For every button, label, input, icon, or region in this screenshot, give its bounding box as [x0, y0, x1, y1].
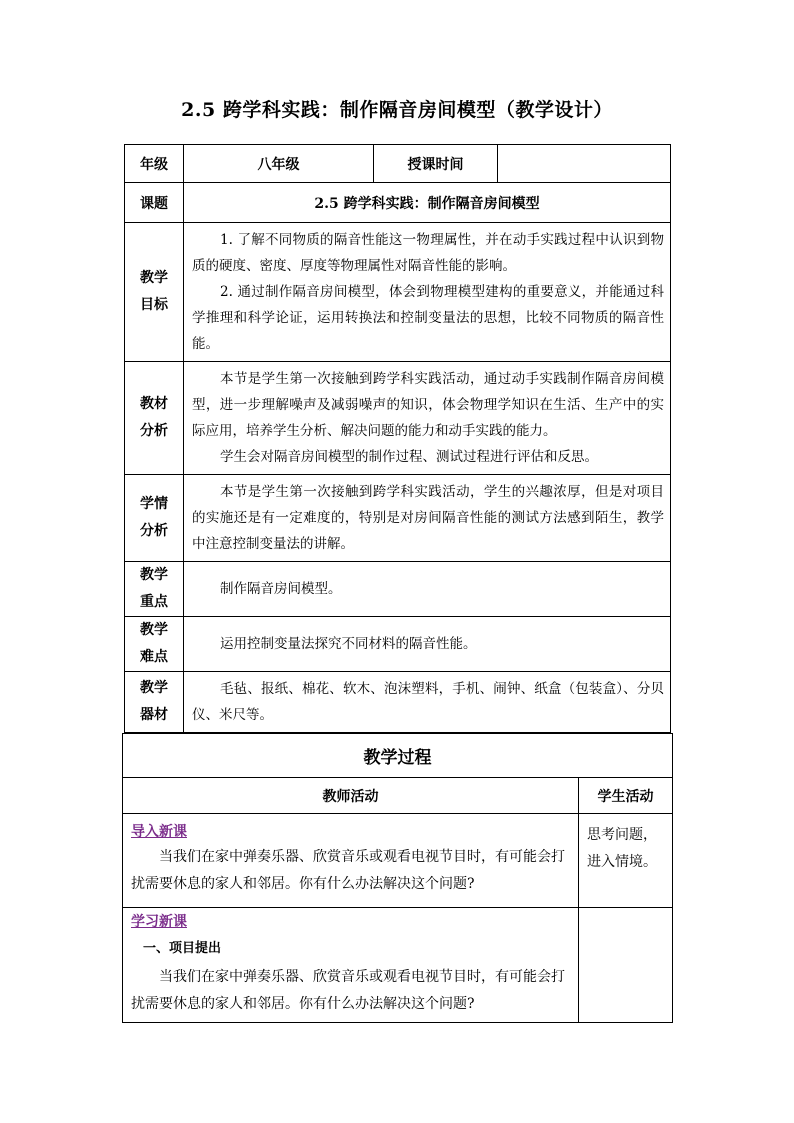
- intro-heading: 导入新课: [131, 824, 187, 840]
- equipment-label: 教学器材: [125, 672, 184, 733]
- process-title: 教学过程: [123, 734, 673, 778]
- grade-value: 八年级: [184, 145, 374, 183]
- key-point-content: 制作隔音房间模型。: [184, 562, 671, 617]
- intro-student-activity: 思考问题，进入情境。: [579, 814, 673, 908]
- time-value: [498, 145, 671, 183]
- equipment-content: 毛毡、报纸、棉花、软木、泡沫塑料，手机、闹钟、纸盒（包装盒）、分贝仪、米尺等。: [184, 672, 671, 733]
- student-activity-header: 学生活动: [579, 778, 673, 814]
- material-label: 教材分析: [125, 362, 184, 475]
- difficulty-content: 运用控制变量法探究不同材料的隔音性能。: [184, 617, 671, 672]
- lesson-info-table: [124, 144, 671, 733]
- goals-content: [184, 223, 671, 362]
- new-lesson-heading: 学习新课: [131, 914, 187, 930]
- time-label: 授课时间: [374, 145, 498, 183]
- topic-label: 课题: [125, 183, 184, 223]
- intro-text: 当我们在家中弹奏乐器、欣赏音乐或观看电视节目时，有可能会打扰需要休息的家人和邻居。你有什么办法解决这个问题?: [131, 849, 565, 892]
- goal-item: 1. 了解不同物质的隔音性能这一物理属性，并在动手实践过程中认识到物质的硬度、密度、厚度等物理属性对隔音性能的影响。: [192, 232, 664, 274]
- learner-label: 学情分析: [125, 475, 184, 562]
- project-subheading: 一、项目提出: [143, 941, 222, 956]
- difficulty-label: 教学难点: [125, 617, 184, 672]
- material-paragraph: 本节是学生第一次接触到跨学科实践活动，通过动手实践制作隔音房间模型，进一步理解噪声及减弱噪声的知识，体会物理学知识在生活、生产中的实际应用，培养学生分析、解决问题的能力和动手实践的能力。: [192, 371, 664, 439]
- new-lesson-student-activity: [579, 908, 673, 1023]
- key-point-label: 教学重点: [125, 562, 184, 617]
- teacher-activity-header: 教师活动: [123, 778, 579, 814]
- goals-label: 教学目标: [125, 223, 184, 362]
- document-title: 2.5 跨学科实践：制作隔音房间模型（教学设计）: [181, 99, 613, 121]
- material-paragraph: 学生会对隔音房间模型的制作过程、测试过程进行评估和反思。: [220, 449, 598, 465]
- new-lesson-section: [123, 908, 579, 1023]
- material-content: [184, 362, 671, 475]
- grade-label: 年级: [125, 145, 184, 183]
- goal-item: 2. 通过制作隔音房间模型，体会到物理模型建构的重要意义，并能通过科学推理和科学论证，运用转换法和控制变量法的思想，比较不同物质的隔音性能。: [192, 284, 664, 352]
- new-lesson-text: 当我们在家中弹奏乐器、欣赏音乐或观看电视节目时，有可能会打扰需要休息的家人和邻居。你有什么办法解决这个问题?: [131, 969, 565, 1012]
- topic-value: 2.5 跨学科实践：制作隔音房间模型: [184, 183, 671, 223]
- learner-content: 本节是学生第一次接触到跨学科实践活动，学生的兴趣浓厚，但是对项目的实施还是有一定难度的，特别是对房间隔音性能的测试方法感到陌生，教学中注意控制变量法的讲解。: [184, 475, 671, 562]
- teaching-process-table: [122, 733, 673, 1023]
- intro-section: [123, 814, 579, 908]
